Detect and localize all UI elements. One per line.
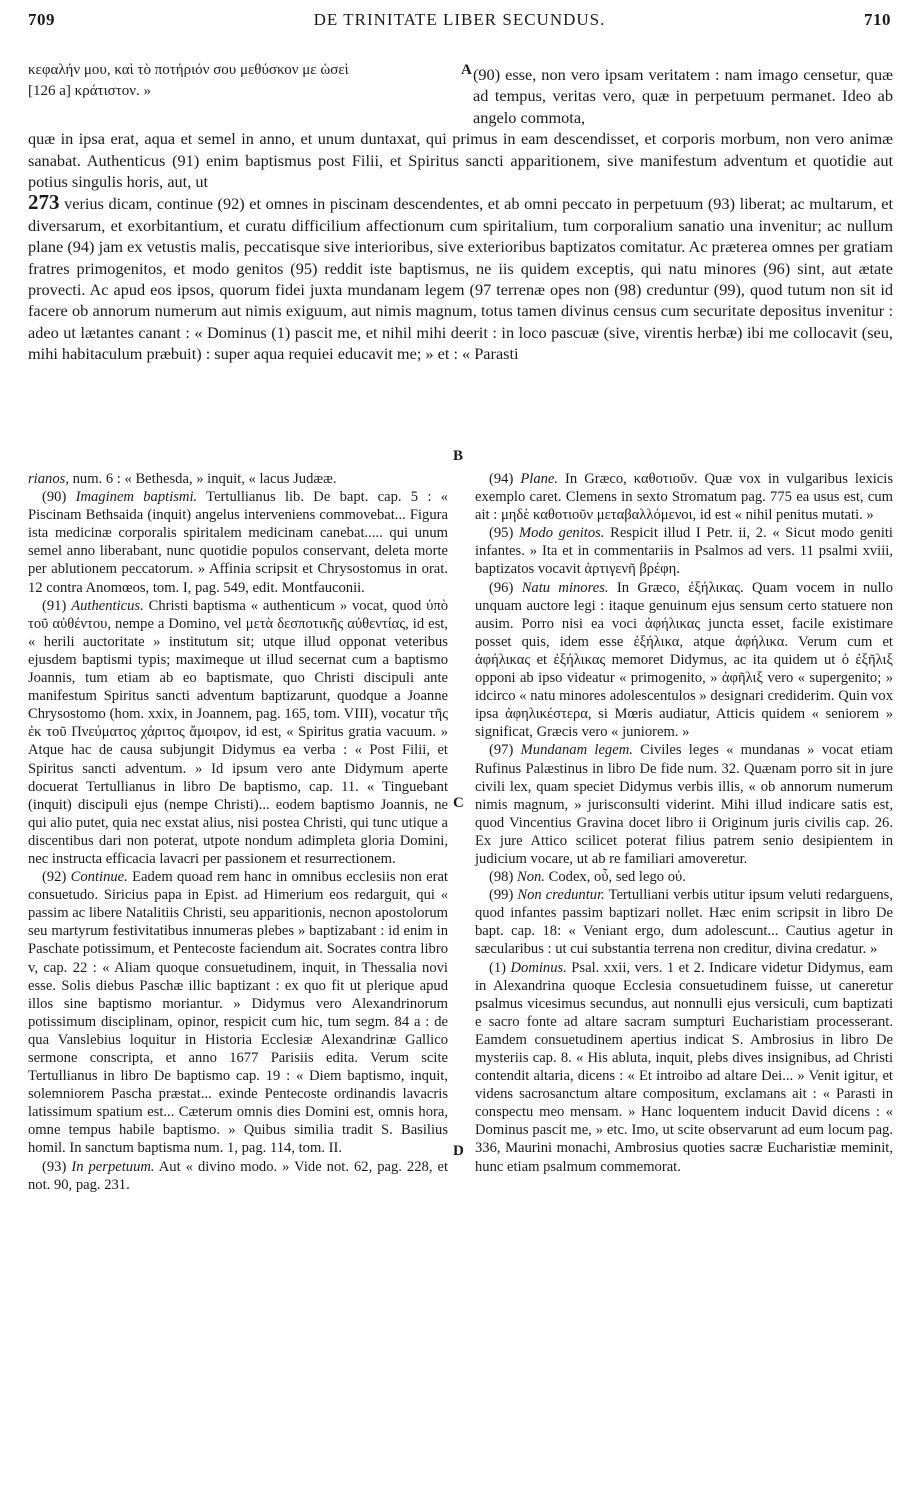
footnote: (95) Modo genitos. Respicit illud I Petr. ii, 2. « Sicut modo geniti infantes. » Ita et in commentariis in Psalmos ad vers. 11 psalmi xviii, baptizatos vocavit ἀρτιγενῆ βρέφη. [475,525,893,578]
main-body-text-2: verius dicam, continue (92) et omnes in piscinam descendentes, et ab omni peccato in perpetuum (93) liberat; ac multarum, et diversarum, et exorbitantium, et curatu difficilium affectionum cum spiritalium, tum corporalium sanatio una invenitur; ac nullum plane (94) jam ex vetustis malis, peccatisque sive interioribus, sive exterioribus baptizatos comitatur. Ac præterea omnes per gratiam fratres primogenitos, et modo genitos (95) reddit iste baptismus, ne iis quidem exceptis, qui natu minores (96) sint, aut ætate provecti. Ac apud eos ipsos, quorum fidei juxta mundanam legem (97 terrenæ opes non (98) creduntur (99), quod tutum non sit id facere ob annorum numerum aut nimis exiguum, aut nimis magnum, totus tamen divinus census cum securitate depositus invenitur : adeo ut lætantes canant : « Dominus (1) pascit me, et nihil mihi deerit : in loco pascuæ (sive, virentis herbæ) ibi me collocavit (seu, mihi habitaculum præbuit) : super aqua requiei educavit me; » et : « Parasti [28,194,893,364]
footnote: (98) Non. Codex, οὖ, sed lego οὐ. [489,869,686,886]
running-title: DE TRINITATE LIBER SECUNDUS. [313,10,606,29]
footnote: (97) Mundanam legem. Civiles leges « mundanas » vocat etiam Rufinus Palæstinus in libro De fide num. 32. Quænam porro sit in jure civili lex, quam speciet Didymus verbis illis, « ob annorum numerum nimis magnum, » jurisconsulti viderint. Mihi illud indicare satis est, quod Vincentius Gravina docet libro ii Originum juris civilis cap. 26. Ex jure Attico scilicet poterat filius patrem senio desipientem in judicium vocare, ut ab re familiari amoveretur. [475,742,894,867]
notes-left-column [28,470,448,1194]
page-number-right: 710 [864,10,891,29]
main-body-paragraph-1: quæ in ipsa erat, aqua et semel in anno, et unum duntaxat, qui primus in eam descendisset, et corporis morbum, non vero animæ sanabat. Authenticus (91) enim baptismus post Filii, et Spiritus sancti apparitionem, sive manifestum adventum et quotidie aut potius singulis horis, aut, ut [28,129,893,192]
footnote: rianos, num. 6 : « Bethesda, » inquit, « lacus Judææ. [28,471,337,487]
running-head [28,6,891,32]
main-body-paragraph-2 [28,192,893,364]
margin-letter-c: C [453,795,464,811]
greek-line-2: [126 a] κράτιστον. » [28,83,152,99]
footnote: (96) Natu minores. In Græco, ἐξήλικας. Quam vocem in nullo unquam auctore legi : itaque genuinum ejus sensum certo statuere non ausim. Porro nisi ea voci ἀφήλικας juncta esset, facile existimare posset quis, idem esse ἐξήλικα, atque ἀφήλικα. Verum cum et ἀφήλικας et ἐξήλικας memoret Didymus, ac ita quidem ut ὁ ἐξῆλιξ opponi ab ipso videatur « primogenito, » ἀφῆλιξ vero « supergenito; » idcirco « natu minores adolescentulos » designari crediderim. Quin vox ipsa ἀφηλικέστερα, si Mœris audiatur, Atticis quidem « seniorem » significat, Græcis vero « juniorem. » [475,579,893,741]
footnote: (92) Continue. Eadem quoad rem hanc in omnibus ecclesiis non erat consuetudo. Siricius papa in Epist. ad Himerium eos redarguit, qui « passim ac libere Natalitiis Christi, seu apparitionis, necnon apostolorum seu martyrum festivitatibus innumeras plebes » baptizabant : id enim in Paschate potissimum, et Pentecoste faciendum ait. Socrates contra libro v, cap. 22 : « Aliam quoque consuetudinem, inquit, in Thessalia novi esse. Solis diebus Paschæ illic baptizant : ex quo fit ut plerique apud illos sine baptismo moriantur. » Didymus vero Alexandrinorum potissimum disciplinam, opinor, respicit cum hic, tum segm. 84 a : de qua Vanslebius loquitur in Historia Ecclesiæ Alexandrinæ Gallico sermone conscripta, et anno 1677 Parisiis edita. Verum scite Tertullianus in libro De baptismo cap. 19 : « Diem baptismo, inquit, solemniorem Pascha præstat... exinde Pentecoste ordinandis lavacris latissimum spatium est... Cæterum omnis dies Domini est, omnis hora, omne tempus habile baptismo. » Quibus similia tradit S. Basilius homil. In sanctum baptisma num. 1, pag. 114, tom. II. [28,869,448,1157]
main-lead-paragraph: (90) esse, non vero ipsam veritatem : nam imago censetur, quæ ad tempus, veritas vero, quæ in perpetuum permanet. Ideo ab angelo commota, [473,65,893,127]
notes-right-column [475,470,893,1176]
column-number: 273 [28,190,60,215]
margin-letter-a: A [461,62,472,78]
footnote: (91) Authenticus. Christi baptisma « authenticum » vocat, quod ὑπὸ τοῦ αὐθέντου, nempe a Domino, vel μετὰ δεσποτικῆς αὐθεντίας, id est, « herili auctoritate » institutum sit; utque illud opponat veteribus ejusdem baptismi typis; maximeque ut illud secernat cum a baptismo Joannis, tum etiam ab eo baptismate, quo Christi discipuli ante manifestum Spiritus sancti adventum baptizarunt, quodque a Joanne Chrysostomo (hom. xxix, in Joannem, pag. 165, tom. VIII), vocatur τῆς ἐκ τοῦ Πνεύματος χάριτος ἄμοιρον, id est, « Spiritus gratia vacuum. » Atque hac de causa subjungit Didymus ea verba : « Post Filii, et Spiritus sancti adventum. » Id ipsum vero ante Didymum aperte docuerat Tertullianus in libro De baptismo, cap. 11. « Tinguebant (inquit) discipuli ejus (nempe Christi)... eodem baptismo Joannis, ne qui alio putet, quia nec exstat alius, nisi postea Christi, qui tunc utique a discentibus dari non poterat, utpote nondum adimpleta gloria Domini, nec instructa efficacia lavacri per passionem et resurrectionem. [28,597,449,867]
greek-quotation [28,60,448,102]
footnote: (1) Dominus. Psal. xxii, vers. 1 et 2. Indicare videtur Didymus, eam in Alexandrina quoque Ecclesia consuetudinem fuisse, ut caneretur psalmus vicesimus secundus, aut nonnulli ejus versiculi, cum baptizati e sacro fonte ad altare sacram sumpturi Eucharistiam processerant. Eamdem consuetudinem apertius indicat S. Ambrosius in libro De mysteriis cap. 8. « His abluta, inquit, plebs dives insignibus, ad Christi contendit altaria, dicens : « Et introibo ad altare Dei... » Venit igitur, et videns sacrosanctum altare compositum, exclamans ait : « Parasti in conspectu meo mensam. » Hanc loquentem inducit David dicens : « Dominus pascit me, » etc. Imo, ut scite observarunt ad eum locum pag. 336, Maurini monachi, Ambrosius quoties sacræ Eucharistiæ meminit, hunc etiam psalmum commemorat. [475,959,893,1175]
main-text [28,64,893,365]
page-number-left: 709 [28,10,55,29]
footnote: (94) Plane. In Græco, καθοτιοῦν. Quæ vox in vulgaribus lexicis exemplo caret. Clemens in sexto Stromatum pag. 775 ea usus est, cum ait : μηδὲ καθοτιοῦν μεταβαλλόμενοι, id est « nihil penitus mutati. » [475,471,894,524]
footnote: (93) In perpetuum. Aut « divino modo. » Vide not. 62, pag. 228, et not. 90, pag. 231. [28,1158,449,1193]
footnote: (90) Imaginem baptismi. Tertullianus lib. De bapt. cap. 5 : « Piscinam Bethsaida (inquit) angelus interveniens commovebat... Figura ista medicinæ corporalis spiritalem medicinam canebat..... qui unum semel anno liberabant, nunc quotidie populos conservant, deleta morte per ablutionem peccatorum. » Affinia scripsit et Chrysostomus in orat. 12 contra Anomœos, tom. I, pag. 549, edit. Montfauconii. [28,489,448,596]
footnote: (99) Non creduntur. Tertulliani verbis utitur ipsum veluti redarguens, quod infantes passim baptizari nollet. Hæc enim scripsit in libro De bapt. cap. 18: « Veniant ergo, dum adolescunt... Cautius agetur in sæcularibus : ut cui substantia terrena non creditur, divina credatur. » [475,887,893,958]
greek-line-1: κεφαλήν μου, καὶ τὸ ποτήριόν σου μεθύσκον με ὡσεὶ [28,62,349,78]
margin-letter-b: B [453,448,464,464]
margin-letter-d: D [453,1143,464,1159]
